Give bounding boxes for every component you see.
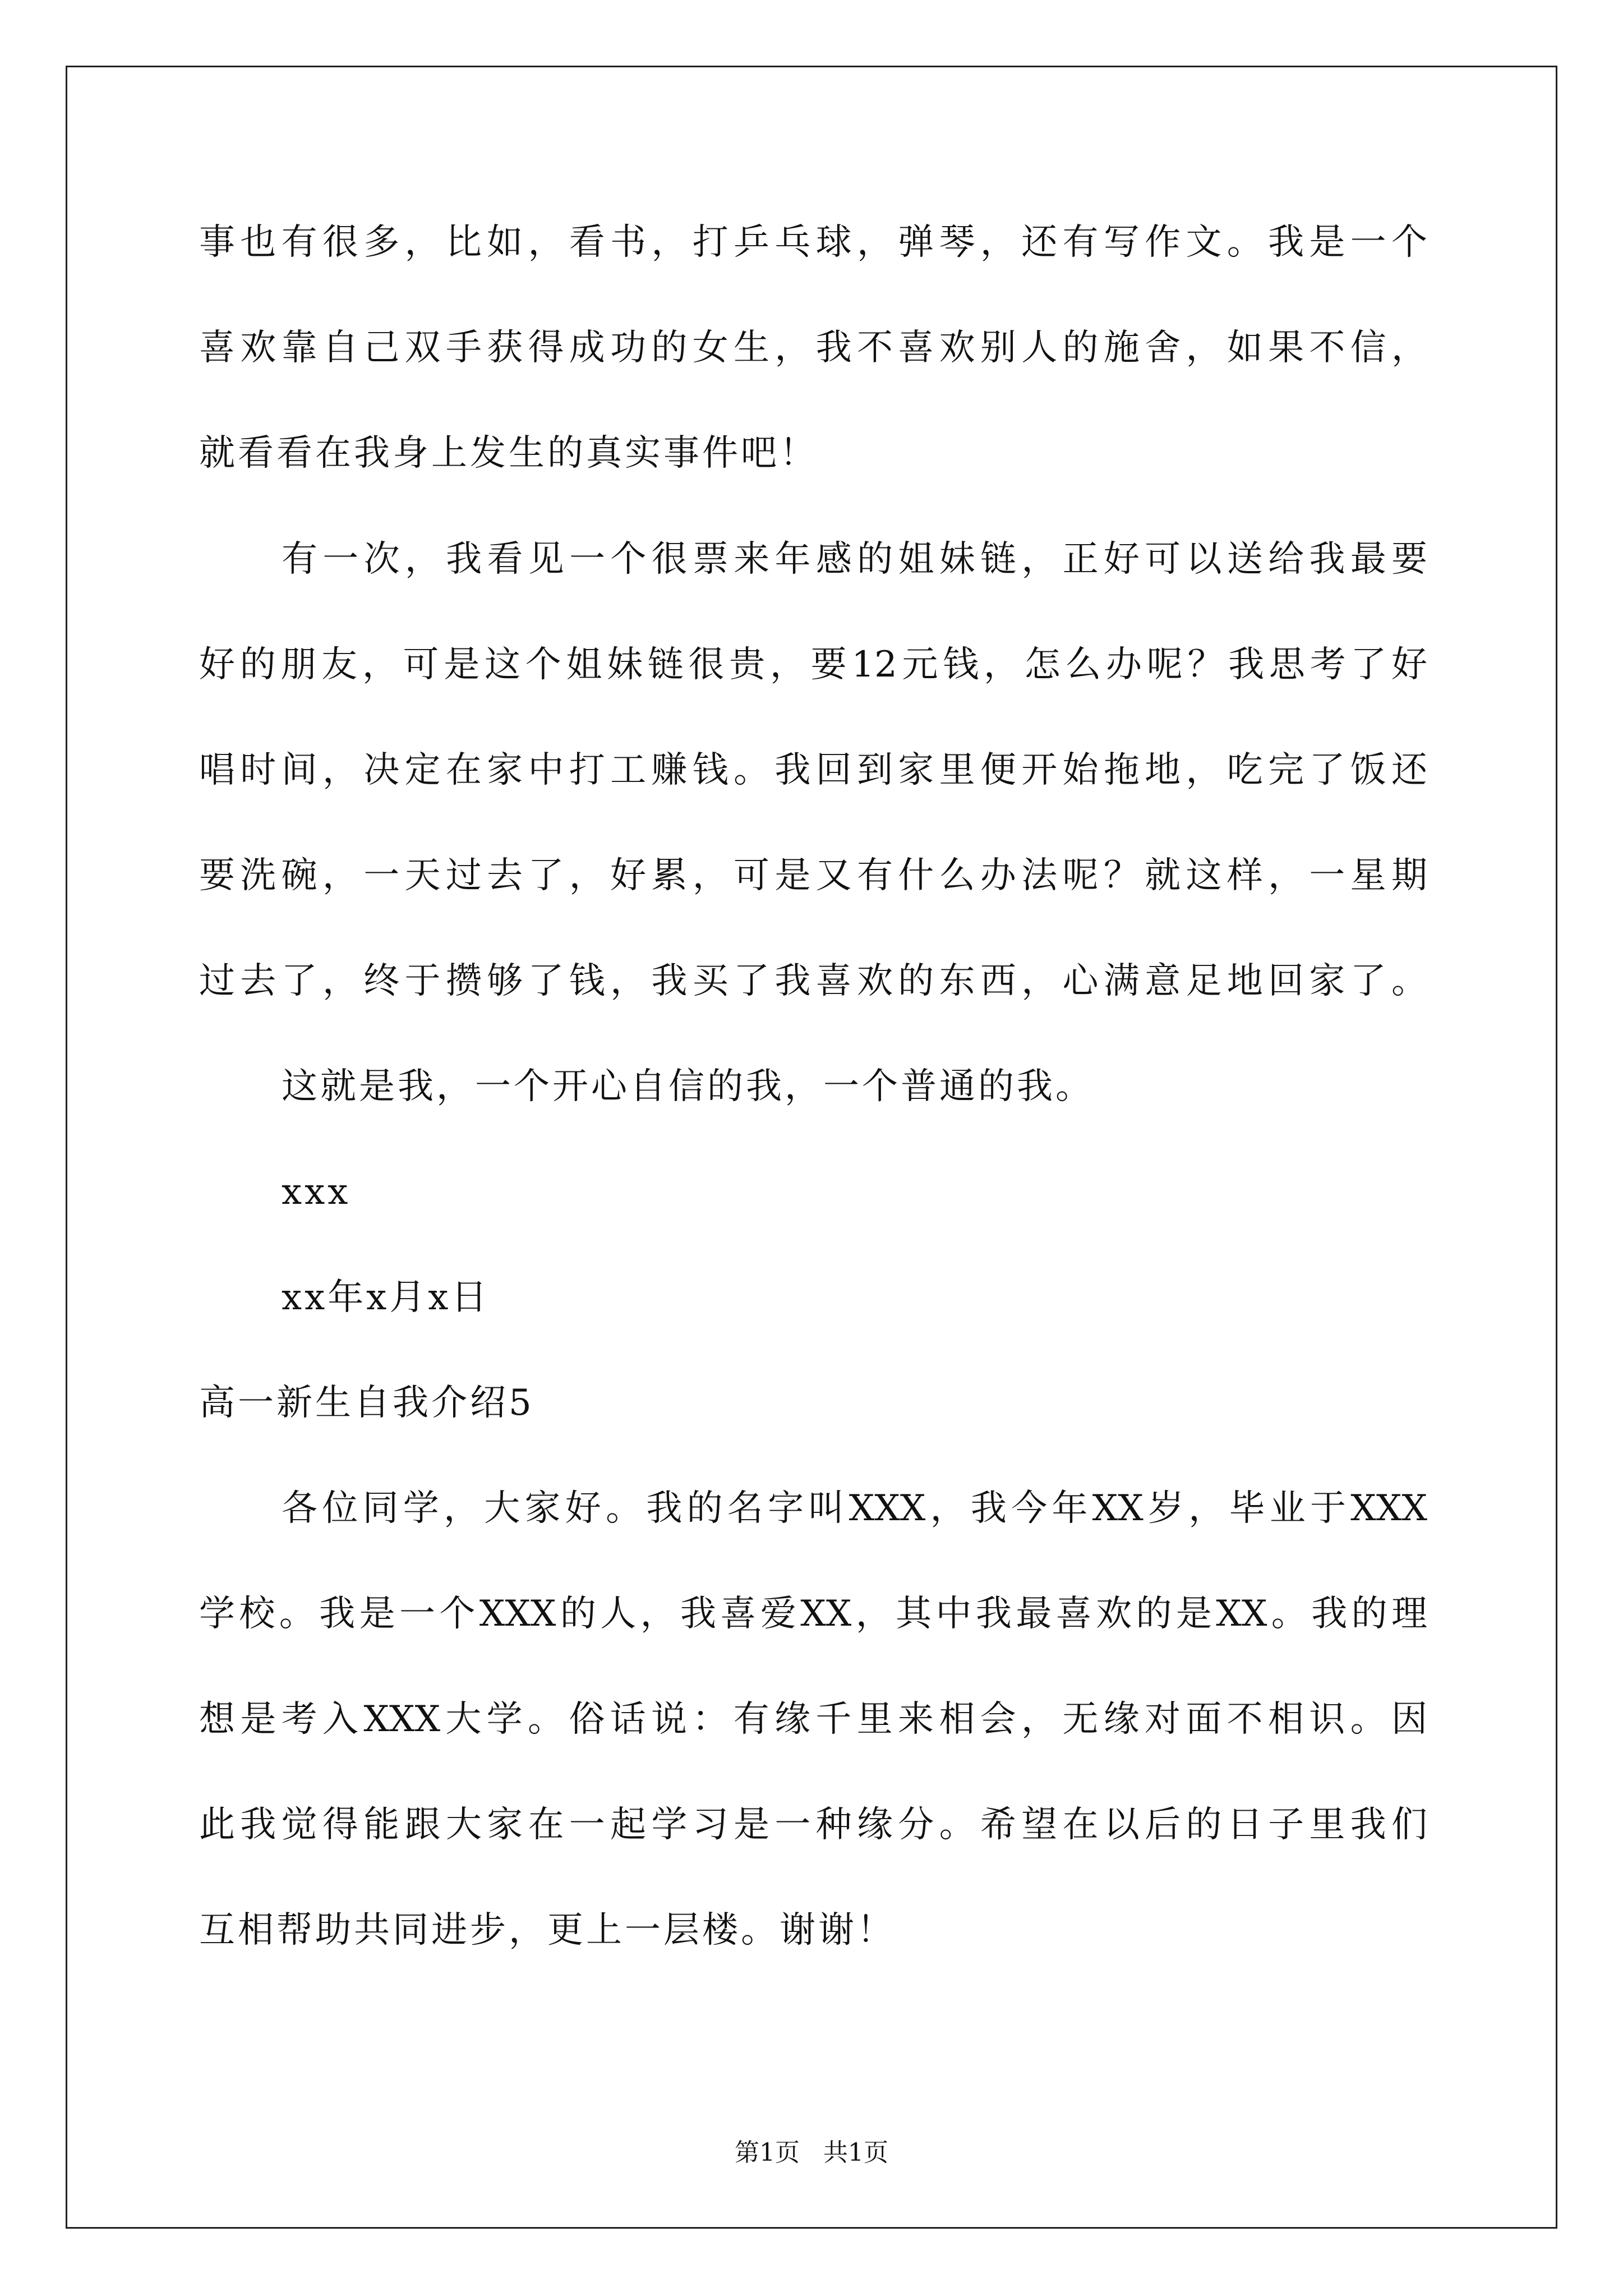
text-line: 想是考入XXX大学。俗话说：有缘千里来相会，无缘对面不相识。因 [199, 1699, 1427, 1740]
page-number: 第1页 共1页 [735, 2138, 888, 2167]
text-line: 事也有很多，比如，看书，打乒乓球，弹琴，还有写作文。我是一个 [199, 222, 1427, 263]
text-line: 唱时间，决定在家中打工赚钱。我回到家里便开始拖地，吃完了饭还 [199, 749, 1427, 791]
section-heading: 高一新生自我介绍5 [199, 1382, 534, 1424]
text-line: 喜欢靠自己双手获得成功的女生，我不喜欢别人的施舍，如果不信， [199, 327, 1427, 369]
text-line: 各位同学，大家好。我的名字叫XXX，我今年XX岁，毕业于XXX [282, 1488, 1427, 1529]
text-line: 要洗碗，一天过去了，好累，可是又有什么办法呢？就这样，一星期 [199, 855, 1427, 896]
text-line: 互相帮助共同进步，更上一层楼。谢谢！ [199, 1910, 896, 1951]
signature-date: xx年x月x日 [282, 1277, 490, 1318]
text-line: 这就是我，一个开心自信的我，一个普通的我。 [282, 1066, 1094, 1107]
text-line: 有一次，我看见一个很票来年感的姐妹链，正好可以送给我最要 [282, 539, 1427, 580]
text-line: 过去了，终于攒够了钱，我买了我喜欢的东西，心满意足地回家了。 [199, 960, 1427, 1002]
text-line: 学校。我是一个XXX的人，我喜爱XX，其中我最喜欢的是XX。我的理 [199, 1593, 1427, 1635]
signature-name: xxx [282, 1171, 351, 1213]
page-border [66, 66, 1557, 2229]
text-line: 就看看在我身上发生的真实事件吧！ [199, 432, 818, 474]
text-line: 此我觉得能跟大家在一起学习是一种缘分。希望在以后的日子里我们 [199, 1804, 1427, 1846]
text-line: 好的朋友，可是这个姐妹链很贵，要12元钱，怎么办呢？我思考了好 [199, 644, 1427, 685]
